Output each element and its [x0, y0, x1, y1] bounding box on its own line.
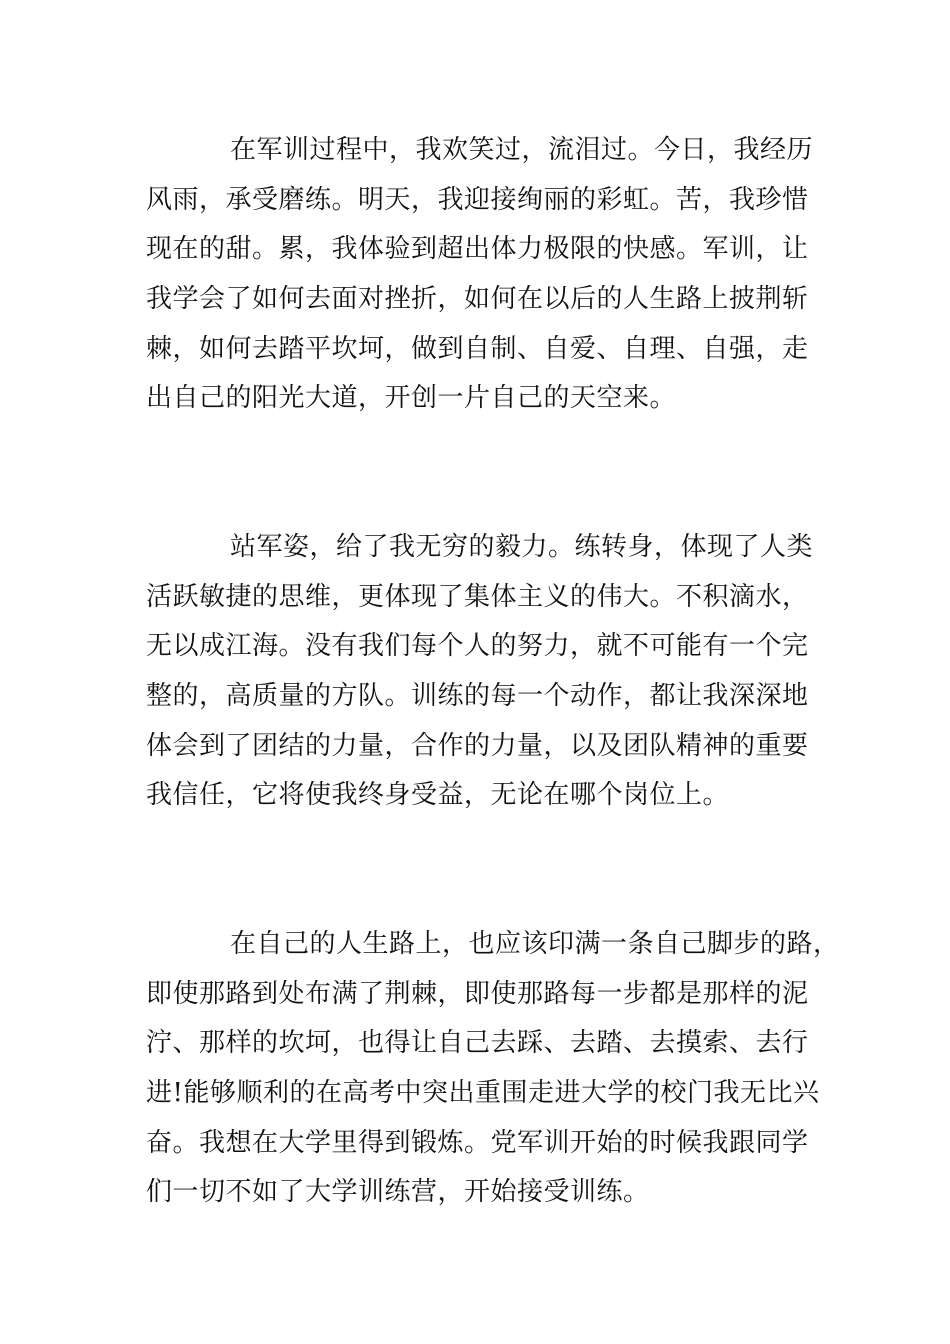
paragraph-line: 即使那路到处布满了荆棘，即使那路每一步都是那样的泥	[146, 979, 809, 1009]
paragraph-line: 体会到了团结的力量，合作的力量，以及团队精神的重要	[146, 731, 809, 761]
paragraph-line: 风雨，承受磨练。明天，我迎接绚丽的彩虹。苦，我珍惜	[146, 185, 809, 215]
paragraph-line: 无以成江海。没有我们每个人的努力，就不可能有一个完	[146, 631, 809, 661]
paragraph-line: 整的，高质量的方队。训练的每一个动作，都让我深深地	[146, 681, 809, 711]
paragraph-line: 活跃敏捷的思维，更体现了集体主义的伟大。不积滴水，	[146, 582, 809, 612]
paragraph-line: 在自己的人生路上，也应该印满一条自己脚步的路，	[230, 929, 840, 959]
paragraph-line: 站军姿，给了我无穷的毅力。练转身，体现了人类	[230, 532, 814, 562]
paragraph-line: 出自己的阳光大道，开创一片自己的天空来。	[146, 383, 677, 413]
paragraph-line: 进!能够顺利的在高考中突出重围走进大学的校门我无比兴	[146, 1078, 820, 1108]
paragraph-line: 我学会了如何去面对挫折，如何在以后的人生路上披荆斩	[146, 284, 809, 314]
paragraph-line: 现在的甜。累，我体验到超出体力极限的快感。军训，让	[146, 234, 809, 264]
paragraph-line: 们一切不如了大学训练营，开始接受训练。	[146, 1177, 650, 1207]
paragraph-line: 棘，如何去踏平坎坷，做到自制、自爱、自理、自强，走	[146, 334, 809, 364]
paragraph-line: 我信任，它将使我终身受益，无论在哪个岗位上。	[146, 780, 730, 810]
paragraph-line: 在军训过程中，我欢笑过，流泪过。今日，我经历	[230, 135, 814, 165]
paragraph-line: 奋。我想在大学里得到锻炼。党军训开始的时候我跟同学	[146, 1128, 809, 1158]
paragraph-line: 泞、那样的坎坷，也得让自己去踩、去踏、去摸索、去行	[146, 1028, 809, 1058]
